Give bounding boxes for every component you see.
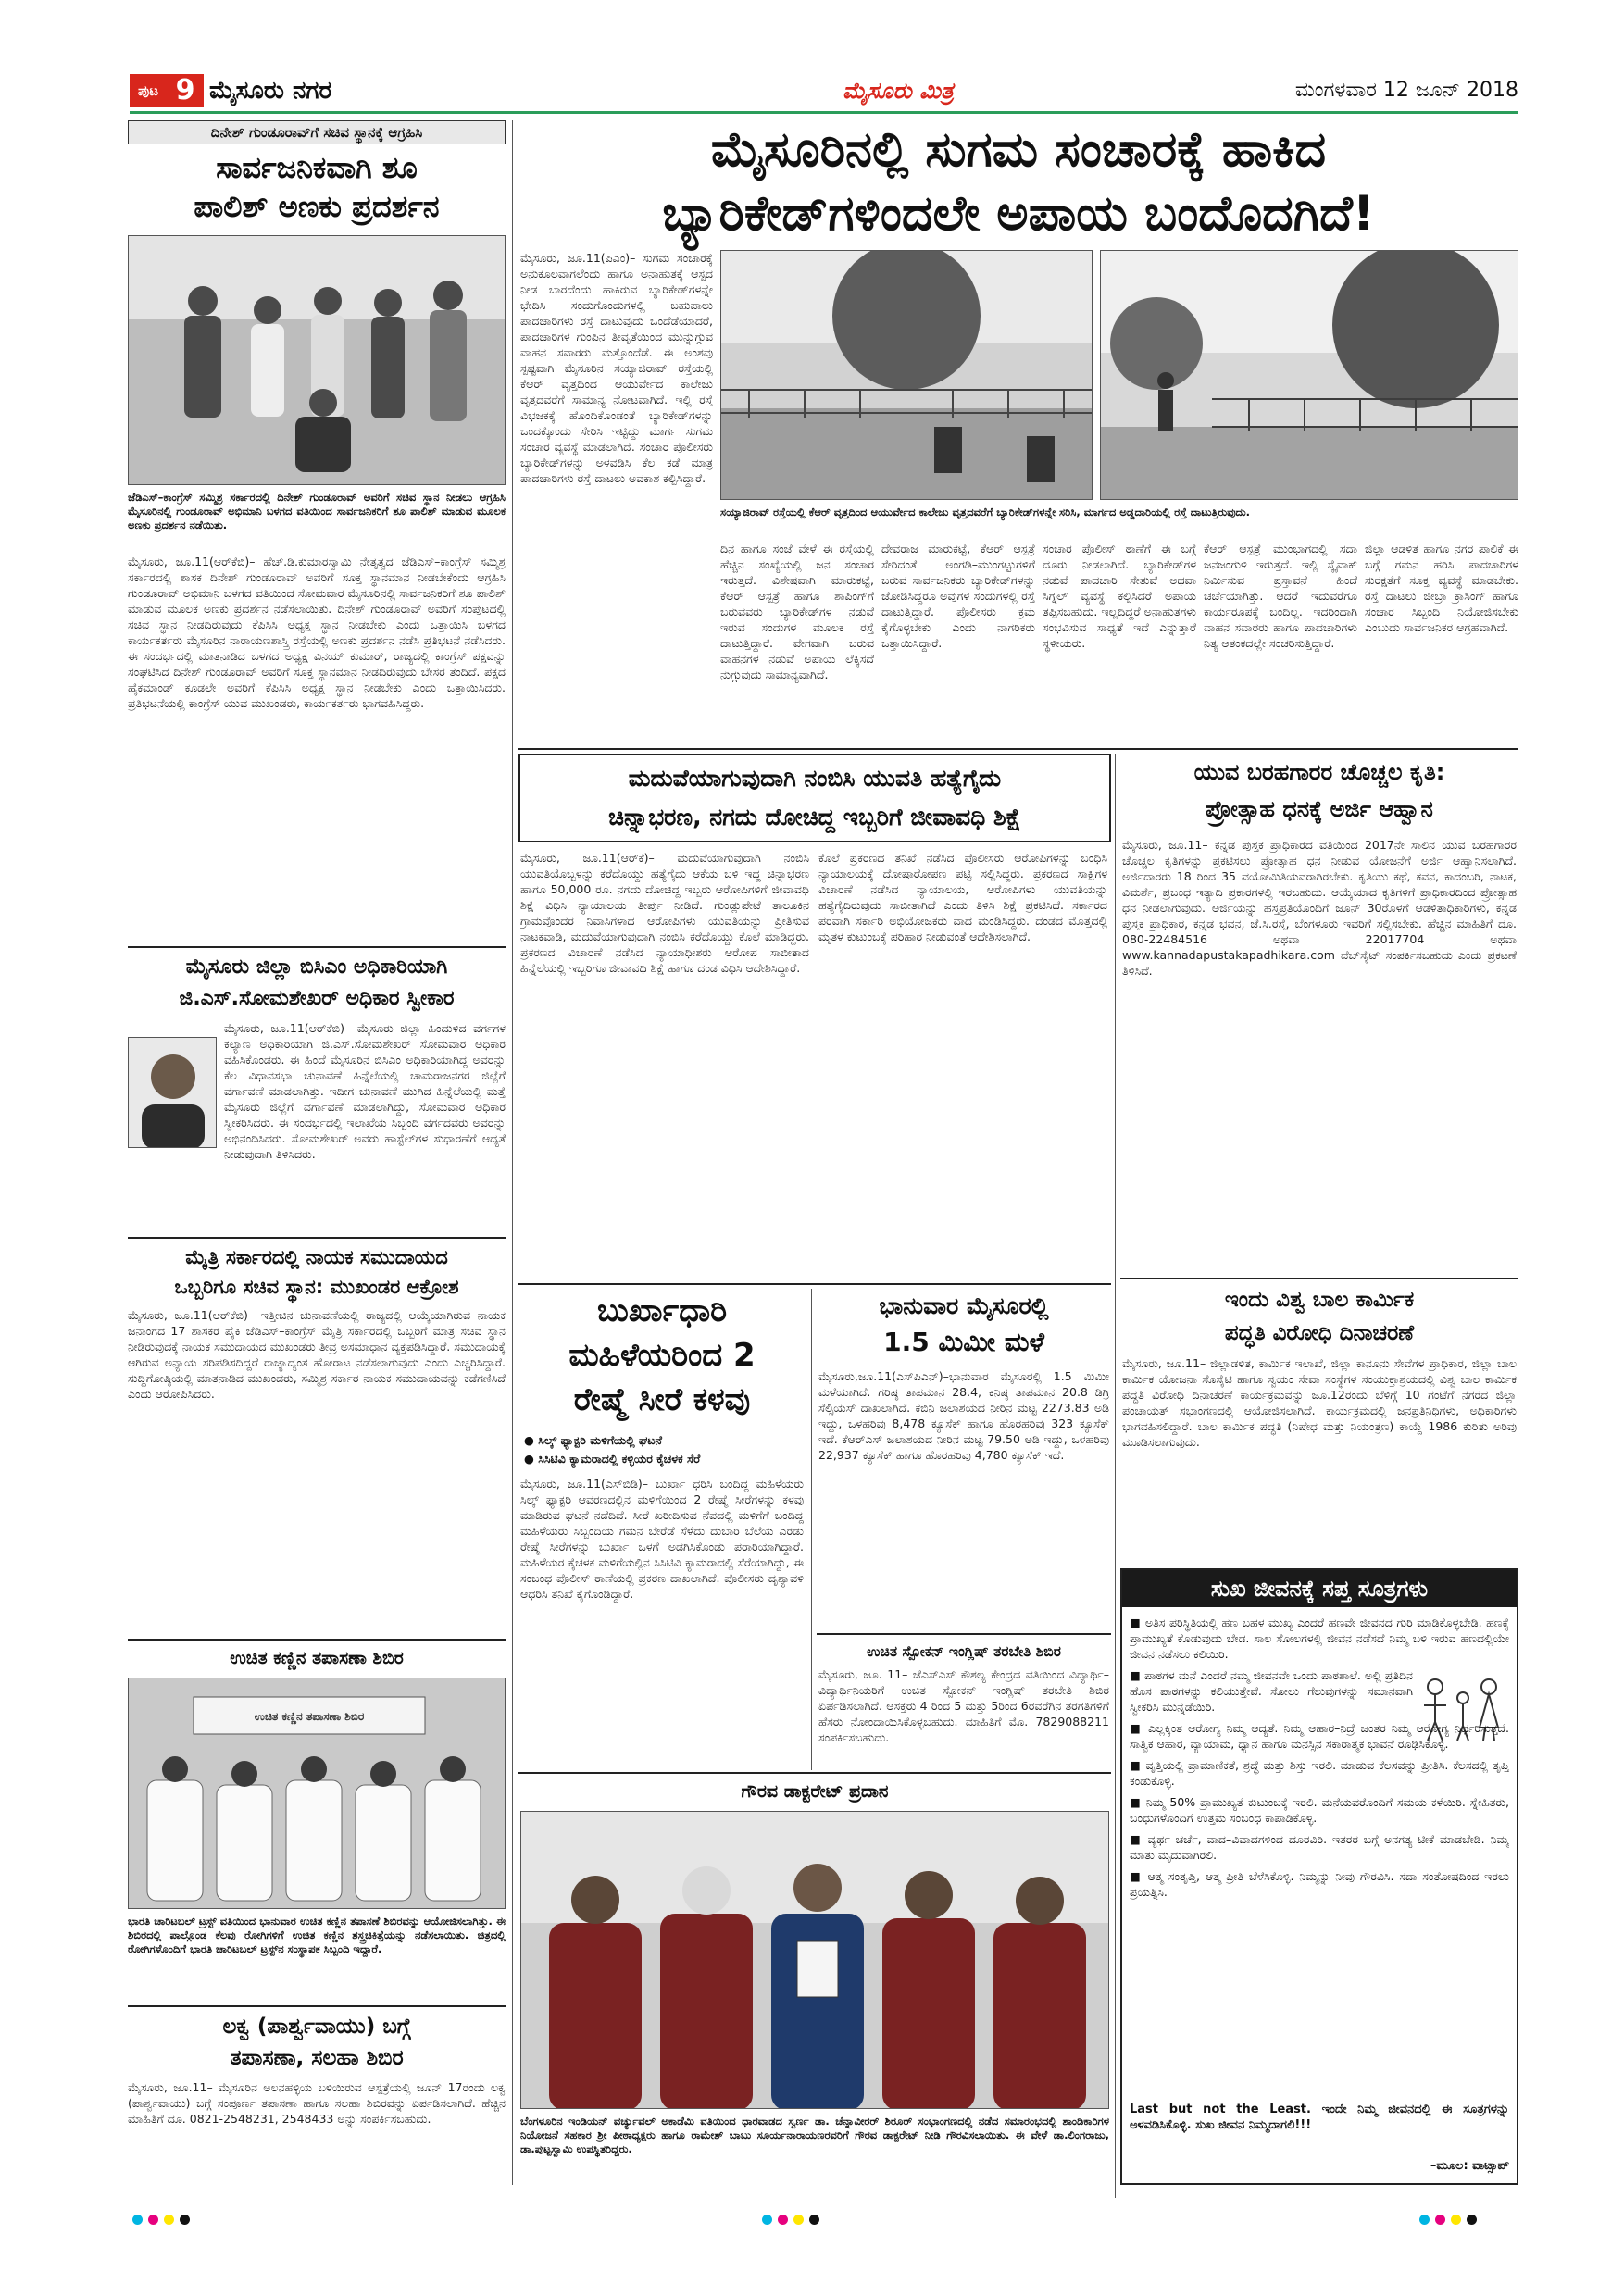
happy-life-source: –ಮೂಲ: ವಾಟ್ಸಾಪ್ — [1430, 2159, 1509, 2173]
youth-writers-body: ಮೈಸೂರು, ಜೂ.11– ಕನ್ನಡ ಪುಸ್ತಕ ಪ್ರಾಧಿಕಾರದ ವತಿಯಿಂದ 2017ನೇ ಸಾಲಿನ ಯುವ ಬರಹಗಾರರ ಚೊಚ್ಚಲ ಕೃತಿಗಳನ್ನು ಪ್ರಕಟಿಸಲು ಪ್ರೋತ್ಸಾಹ ಧನ ನೀಡುವ ಯೋಜನೆಗೆ ಅರ್ಜಿ ಆಹ್ವಾನಿಸಲಾಗಿದೆ. ಅರ್ಜಿದಾರರು 18 ರಿಂದ 35 ವಯೋಮಿತಿಯವರಾಗಿರಬೇಕು. ಕೃತಿಯು ಕಥೆ, ಕವನ, ಕಾದಂಬರಿ, ನಾಟಕ, ವಿಮರ್ಶೆ, ಪ್ರಬಂಧ ಇತ್ಯಾದಿ ಪ್ರಕಾರಗಳಲ್ಲಿ ಇರಬಹುದು. ಆಯ್ಕೆಯಾದ ಕೃತಿಗಳಿಗೆ ಪ್ರಾಧಿಕಾರದಿಂದ ಪ್ರೋತ್ಸಾಹ ಧನ ನೀಡಲಾಗುವುದು. ಅರ್ಜಿಯನ್ನು ಹಸ್ತಪ್ರತಿಯೊಂದಿಗೆ ಜೂನ್ 30ರೊಳಗೆ ಆಡಳಿತಾಧಿಕಾರಿಗಳು, ಕನ್ನಡ ಪುಸ್ತಕ ಪ್ರಾಧಿಕಾರ, ಕನ್ನಡ ಭವನ, ಜೆ.ಸಿ.ರಸ್ತೆ, ಬೆಂಗಳೂರು ಇವರಿಗೆ ಸಲ್ಲಿಸಬೇಕು. ಹೆಚ್ಚಿನ ಮಾಹಿತಿಗೆ ದೂ. 080-22484516 ಅಥವಾ 22017704 ಅಥವಾ www.kannadapustakapadhikara.com ವೆಬ್‌ಸೈಟ್ ಸಂಪರ್ಕಿಸಬಹುದು ಎಂದು ಪ್ರಕಟಣೆ ತಿಳಿಸಿದೆ. — [1122, 838, 1517, 978]
main-photo-left — [720, 250, 1093, 500]
list-item: ■ ಅತಿಸ ಪರಿಸ್ಥಿತಿಯಲ್ಲಿ ಹಣ ಬಹಳ ಮುಖ್ಯ ಎಂದರೆ ಹಣವೇ ಜೀವನದ ಗುರಿ ಮಾಡಿಕೊಳ್ಳಬೇಡಿ. ಹಣಕ್ಕೆ ಪ್ರಾಮುಖ್ಯತೆ ಕೊಡುವುದು ಬೇಡ. ಸಾಲ ಸೋಲಗಳಲ್ಲಿ ಜೀವನ ನಡೆಸದೆ ನಿಮ್ಮ ಬಳಿ ಇರುವ ಹಣದಲ್ಲಿಯೇ ಜೀವನ ನಡೆಸಲು ಕಲಿಯಿರಿ. — [1130, 1616, 1509, 1661]
shoe-polish-body: ಮೈಸೂರು, ಜೂ.11(ಆರ್‌ಕೆಬಿ)– ಹೆಚ್.ಡಿ.ಕುಮಾರಸ್ವಾಮಿ ನೇತೃತ್ವದ ಜೆಡಿಎಸ್–ಕಾಂಗ್ರೆಸ್ ಸಮ್ಮಿಶ್ರ ಸರ್ಕಾರದಲ್ಲಿ ಶಾಸಕ ದಿನೇಶ್ ಗುಂಡೂರಾವ್ ಅವರಿಗೆ ಸೂಕ್ತ ಸ್ಥಾನಮಾನ ನೀಡಬೇಕೆಂದು ಆಗ್ರಹಿಸಿ ಗುಂಡೂರಾವ್ ಅಭಿಮಾನಿ ಬಳಗದ ವತಿಯಿಂದ ಸೋಮವಾರ ಮೈಸೂರಿನಲ್ಲಿ ಸಾರ್ವಜನಿಕರಿಗೆ ಶೂ ಪಾಲಿಶ್ ಮಾಡುವ ಮೂಲಕ ಅಣಕು ಪ್ರದರ್ಶನ ನಡೆಸಲಾಯಿತು. ದಿನೇಶ್ ಗುಂಡೂರಾವ್ ಅವರಿಗೆ ಸಂಪುಟದಲ್ಲಿ ಸಚಿವ ಸ್ಥಾನ ನೀಡದಿರುವುದು ಕೆಪಿಸಿಸಿ ಅಧ್ಯಕ್ಷ ಸ್ಥಾನ ನೀಡಬೇಕು ಎಂದು ಒತ್ತಾಯಿಸಿ ಬಳಗದ ಕಾರ್ಯಕರ್ತರು ಮೈಸೂರಿನ ನಾರಾಯಣಶಾಸ್ತ್ರಿ ರಸ್ತೆಯಲ್ಲಿ ಅಣಕು ಪ್ರದರ್ಶನ ನಡೆಸಿ ಪ್ರತಿಭಟನೆ ನಡೆಸಿದರು. ಈ ಸಂದರ್ಭದಲ್ಲಿ ಮಾತನಾಡಿದ ಬಳಗದ ಅಧ್ಯಕ್ಷ ವಿನಯ್ ಕುಮಾರ್, ರಾಜ್ಯದಲ್ಲಿ ಕಾಂಗ್ರೆಸ್ ಪಕ್ಷವನ್ನು ಸಂಘಟಿಸಿದ ದಿನೇಶ್ ಗುಂಡೂರಾವ್ ಅವರಿಗೆ ಸೂಕ್ತ ಸ್ಥಾನಮಾನ ನೀಡದಿರುವುದು ಬೇಸರ ತಂದಿದೆ. ಪಕ್ಷದ ಹೈಕಮಾಂಡ್ ಕೂಡಲೇ ಅವರಿಗೆ ಕೆಪಿಸಿಸಿ ಅಧ್ಯಕ್ಷ ಸ್ಥಾನ ನೀಡಬೇಕು ಎಂದು ಒತ್ತಾಯಿಸಿದರು. ಪ್ರತಿಭಟನೆಯಲ್ಲಿ ಕಾಂಗ್ರೆಸ್ ಯುವ ಮುಖಂಡರು, ಕಾರ್ಯಕರ್ತರು ಭಾಗವಹಿಸಿದ್ದರು. — [128, 555, 506, 710]
english-body: ಮೈಸೂರು, ಜೂ. 11– ಜೆಎಸ್‌ಎಸ್ ಕೌಶಲ್ಯ ಕೇಂದ್ರದ ವತಿಯಿಂದ ವಿದ್ಯಾರ್ಥಿ–ವಿದ್ಯಾರ್ಥಿನಿಯರಿಗೆ ಉಚಿತ ಸ್ಪೋಕನ್ ಇಂಗ್ಲಿಷ್ ತರಬೇತಿ ಶಿಬಿರ ಏರ್ಪಡಿಸಲಾಗಿದೆ. ಆಸಕ್ತರು 4 ರಿಂದ 5 ಮತ್ತು 5ರಿಂದ 6ರವರೆಗಿನ ತರಗತಿಗಳಿಗೆ ಹೆಸರು ನೋಂದಾಯಿಸಿಕೊಳ್ಳಬಹುದು. ಮಾಹಿತಿಗೆ ಮೊ. 7829088211 ಸಂಪರ್ಕಿಸಬಹುದು. — [818, 1667, 1109, 1744]
burkha-bullet-2: ● ಸಿಸಿಟಿವಿ ಕ್ಯಾಮರಾದಲ್ಲಿ ಕಳ್ಳಿಯರ ಕೈಚಳಕ ಸೆರೆ — [524, 1452, 701, 1466]
masthead — [130, 72, 1518, 111]
dot — [180, 2215, 190, 2225]
section-rule — [518, 748, 1518, 750]
shoe-polish-photo — [128, 235, 506, 485]
left-column — [128, 120, 506, 2185]
masthead-date: ಮಂಗಳವಾರ 12 ಜೂನ್ 2018 — [1294, 79, 1518, 102]
main-body-col4: ಕೆಆರ್ ಆಸ್ಪತ್ರೆ ಮುಂಭಾಗದಲ್ಲಿ ಸದಾ ಜನಜಂಗುಳಿ ಇರುತ್ತದೆ. ಇಲ್ಲಿ ಸ್ಕೈವಾಕ್ ನಿರ್ಮಿಸುವ ಪ್ರಸ್ತಾವನೆ ಹಿಂದೆ ಚರ್ಚೆಯಾಗಿತ್ತು. ಆದರೆ ಇದುವರೆಗೂ ಕಾರ್ಯರೂಪಕ್ಕೆ ಬಂದಿಲ್ಲ. ಇದರಿಂದಾಗಿ ವಾಹನ ಸವಾರರು ಹಾಗೂ ಪಾದಚಾರಿಗಳು ನಿತ್ಯ ಆತಂಕದಲ್ಲೇ ಸಂಚರಿಸುತ್ತಿದ್ದಾರೆ. — [1204, 542, 1357, 650]
happy-life-closing: Last but not the Least. ಇಂದೇ ನಿಮ್ಮ ಜೀವನದಲ್ಲಿ ಈ ಸೂತ್ರಗಳನ್ನು ಅಳವಡಿಸಿಕೊಳ್ಳಿ. ಸುಖ ಜೀವನ ನಿಮ್ಮದಾಗಲಿ!!! — [1130, 2103, 1509, 2132]
stroke-camp-headline-1: ಲಕ್ವ (ಪಾರ್ಶ್ವವಾಯು) ಬಗ್ಗೆ — [222, 2015, 411, 2039]
main-headline-2: ಬ್ಯಾರಿಕೇಡ್‌ಗಳಿಂದಲೇ ಅಪಾಯ ಬಂದೊದಗಿದೆ! — [662, 186, 1375, 242]
english-headline: ಉಚಿತ ಸ್ಪೋಕನ್ ಇಂಗ್ಲಿಷ್ ತರಬೇತಿ ಶಿಬಿರ — [867, 1643, 1061, 1660]
doctorate-caption: ಬೆಂಗಳೂರಿನ ಇಂಡಿಯನ್ ವರ್ಚ್ಯುವಲ್ ಅಕಾಡೆಮಿ ವತಿಯಿಂದ ಧಾರವಾಡದ ಸ್ವರ್ಣ ಡಾ. ಚೆನ್ನಾವೀರರ್ ಶಿರೂರ್ ಸಂಭಾಂಗಣದಲ್ಲಿ ನಡೆದ ಸಮಾರಂಭದಲ್ಲಿ ಶಾಂಡಿಕಾರಿಗಳ ನಿಯೋಜನೆ ಸಹಕಾರ ಶ್ರೀ ಪೀಠಾಧ್ಯಕ್ಷರು ಹಾಗೂ ರಾಮೇಶ್ ಬಾಬು ಸೂರ್ಯನಾರಾಯಣರವರಿಗೆ ಗೌರವ ಡಾಕ್ಟರೇಟ್ ನೀಡಿ ಗೌರವಿಸಲಾಯಿತು. ಈ ವೇಳೆ ಡಾ.ಲಿಂಗರಾಜು, ಡಾ.ಪುಟ್ಟಸ್ವಾಮಿ ಉಪಸ್ಥಿತರಿದ್ದರು. — [520, 2115, 1109, 2155]
column-rule — [1115, 754, 1116, 2198]
dot — [778, 2215, 788, 2225]
section-rule — [518, 1772, 1111, 1774]
youth-writers-headline-box — [1120, 754, 1518, 831]
dot — [793, 2215, 804, 2225]
dot — [1419, 2215, 1430, 2225]
column-rule — [512, 120, 513, 2185]
divider — [817, 1633, 1111, 1635]
child-labour-headline-1: ಇಂದು ವಿಶ್ವ ಬಾಲ ಕಾರ್ಮಿಕ — [1224, 1288, 1415, 1312]
murder-headline-1: ಮದುವೆಯಾಗುವುದಾಗಿ ನಂಬಿಸಿ ಯುವತಿ ಹತ್ಯೆಗೈದು — [628, 765, 1002, 792]
dot — [1451, 2215, 1461, 2225]
bcm-headline-2: ಜಿ.ಎಸ್.ಸೋಮಶೇಖರ್ ಅಧಿಕಾರ ಸ್ವೀಕಾರ — [179, 987, 455, 1010]
dot — [132, 2215, 143, 2225]
happy-life-box — [1120, 1568, 1518, 2185]
nayaka-body: ಮೈಸೂರು, ಜೂ.11(ಆರ್‌ಕೆಬಿ)– ಇತ್ತೀಚಿನ ಚುನಾವಣೆಯಲ್ಲಿ ರಾಜ್ಯದಲ್ಲಿ ಆಯ್ಕೆಯಾಗಿರುವ ನಾಯಕ ಜನಾಂಗದ 17 ಶಾಸಕರ ಪೈಕಿ ಜೆಡಿಎಸ್–ಕಾಂಗ್ರೆಸ್ ಮೈತ್ರಿ ಸರ್ಕಾರದಲ್ಲಿ ಒಬ್ಬರಿಗೆ ಮಾತ್ರ ಸಚಿವ ಸ್ಥಾನ ನೀಡಿರುವುದಕ್ಕೆ ನಾಯಕ ಸಮುದಾಯದ ಮುಖಂಡರು ತೀವ್ರ ಅಸಮಾಧಾನ ವ್ಯಕ್ತಪಡಿಸಿದ್ದಾರೆ. ಸಮುದಾಯಕ್ಕೆ ಆಗಿರುವ ಅನ್ಯಾಯ ಸರಿಪಡಿಸದಿದ್ದರೆ ರಾಜ್ಯಾದ್ಯಂತ ಹೋರಾಟ ನಡೆಸಲಾಗುವುದು ಎಂದು ಎಚ್ಚರಿಸಿದ್ದಾರೆ. ಸುದ್ದಿಗೋಷ್ಠಿಯಲ್ಲಿ ಮಾತನಾಡಿದ ಮುಖಂಡರು, ಸಮ್ಮಿಶ್ರ ಸರ್ಕಾರ ನಾಯಕ ಸಮುದಾಯವನ್ನು ಕಡೆಗಣಿಸಿದೆ ಎಂದು ಆರೋಪಿಸಿದರು. — [128, 1308, 506, 1401]
divider — [128, 946, 506, 948]
list-item: ■ ಆತ್ಮ ಸಂತೃಪ್ತಿ, ಆತ್ಮ ಪ್ರೀತಿ ಬೆಳೆಸಿಕೊಳ್ಳಿ. ನಿಮ್ಮನ್ನು ನೀವು ಗೌರವಿಸಿ. ಸದಾ ಸಂತೋಷದಿಂದ ಇರಲು ಪ್ರಯತ್ನಿಸಿ. — [1130, 1869, 1509, 1899]
shoe-polish-photo-art — [129, 236, 506, 485]
dot — [1435, 2215, 1445, 2225]
dot — [762, 2215, 772, 2225]
shoe-polish-kicker: ದಿನೇಶ್ ಗುಂಡೂರಾವ್‌ಗೆ ಸಚಿವ ಸ್ಥಾನಕ್ಕೆ ಆಗ್ರಹಿಸಿ — [128, 120, 506, 144]
rain-headline-1: ಭಾನುವಾರ ಮೈಸೂರಲ್ಲಿ — [879, 1292, 1049, 1319]
list-item: ■ ಪಾಠಗಳ ಮನೆ ಎಂದರೆ ನಮ್ಮ ಜೀವನವೇ ಒಂದು ಪಾಠಶಾಲೆ. ಅಲ್ಲಿ ಪ್ರತಿದಿನ ಹೊಸ ಪಾಠಗಳನ್ನು ಕಲಿಯುತ್ತೇವೆ. ಸೋಲು ಗೆಲುವುಗಳನ್ನು ಸಮಾನವಾಗಿ ಸ್ವೀಕರಿಸಿ ಮುನ್ನಡೆಯಿರಿ. — [1130, 1668, 1413, 1714]
burkha-headline-2: ಮಹಿಳೆಯರಿಂದ 2 — [568, 1337, 756, 1374]
section-name: ಮೈಸೂರು ನಗರ — [209, 77, 332, 105]
main-body-col1: ದಿನ ಹಾಗೂ ಸಂಜೆ ವೇಳೆ ಈ ರಸ್ತೆಯಲ್ಲಿ ಹೆಚ್ಚಿನ ಸಂಖ್ಯೆಯಲ್ಲಿ ಜನ ಸಂಚಾರ ಇರುತ್ತದೆ. ವಿಶೇಷವಾಗಿ ಮಾರುಕಟ್ಟೆ, ಕೆಆರ್ ಆಸ್ಪತ್ರೆ ಹಾಗೂ ಶಾಪಿಂಗ್‌ಗೆ ಬರುವವರು ಬ್ಯಾರಿಕೇಡ್‌ಗಳ ನಡುವೆ ಇರುವ ಸಂದುಗಳ ಮೂಲಕ ರಸ್ತೆ ದಾಟುತ್ತಿದ್ದಾರೆ. ವೇಗವಾಗಿ ಬರುವ ವಾಹನಗಳ ನಡುವೆ ಅಪಾಯ ಲೆಕ್ಕಿಸದೆ ನುಗ್ಗುವುದು ಸಾಮಾನ್ಯವಾಗಿದೆ. — [720, 542, 874, 681]
registration-dots-left — [130, 2211, 241, 2224]
shoe-polish-headline-1: ಸಾರ್ವಜನಿಕವಾಗಿ ಶೂ — [216, 150, 418, 185]
divider — [128, 2005, 506, 2007]
murder-body-col2: ಕೊಲೆ ಪ್ರಕರಣದ ತನಿಖೆ ನಡೆಸಿದ ಪೊಲೀಸರು ಆರೋಪಿಗಳನ್ನು ಬಂಧಿಸಿ ನ್ಯಾಯಾಲಯಕ್ಕೆ ದೋಷಾರೋಪಣ ಪಟ್ಟಿ ಸಲ್ಲಿಸಿದ್ದರು. ಪ್ರಕರಣದ ಸಾಕ್ಷಿಗಳ ವಿಚಾರಣೆ ನಡೆಸಿದ ನ್ಯಾಯಾಲಯ, ಆರೋಪಿಗಳು ಯುವತಿಯನ್ನು ಹತ್ಯೆಗೈದಿರುವುದು ಸಾಬೀತಾಗಿದೆ ಎಂದು ತಿಳಿಸಿ ಶಿಕ್ಷೆ ಪ್ರಕಟಿಸಿದೆ. ಸರ್ಕಾರದ ಪರವಾಗಿ ಸರ್ಕಾರಿ ಅಭಿಯೋಜಕರು ವಾದ ಮಂಡಿಸಿದ್ದರು. ದಂಡದ ಮೊತ್ತದಲ್ಲಿ ಮೃತಳ ಕುಟುಂಬಕ್ಕೆ ಪರಿಹಾರ ನೀಡುವಂತೆ ಆದೇಶಿಸಲಾಗಿದೆ. — [818, 851, 1107, 943]
divider — [128, 1237, 506, 1239]
page-number: 9 — [167, 74, 204, 107]
doctorate-headline: ಗೌರವ ಡಾಕ್ಟರೇಟ್ ಪ್ರದಾನ — [741, 1781, 889, 1802]
nayaka-headline-1: ಮೈತ್ರಿ ಸರ್ಕಾರದಲ್ಲಿ ನಾಯಕ ಸಮುದಾಯದ — [185, 1246, 448, 1268]
main-body-col5: ಜಿಲ್ಲಾ ಆಡಳಿತ ಹಾಗೂ ನಗರ ಪಾಲಿಕೆ ಈ ಬಗ್ಗೆ ಗಮನ ಹರಿಸಿ ಪಾದಚಾರಿಗಳ ಸುರಕ್ಷತೆಗೆ ಸೂಕ್ತ ವ್ಯವಸ್ಥೆ ಮಾಡಬೇಕು. ರಸ್ತೆ ದಾಟಲು ಜೀಬ್ರಾ ಕ್ರಾಸಿಂಗ್ ಹಾಗೂ ಸಂಚಾರ ಸಿಬ್ಬಂದಿ ನಿಯೋಜಿಸಬೇಕು ಎಂಬುದು ಸಾರ್ವಜನಿಕರ ಆಗ್ರಹವಾಗಿದೆ. — [1365, 542, 1518, 634]
burkha-bullet-1: ● ಸಿಲ್ಕ್ ಫ್ಯಾಕ್ಟರಿ ಮಳಿಗೆಯಲ್ಲಿ ಘಟನೆ — [524, 1433, 662, 1447]
main-headline-1: ಮೈಸೂರಿನಲ್ಲಿ ಸುಗಮ ಸಂಚಾರಕ್ಕೆ ಹಾಕಿದ — [710, 122, 1327, 178]
divider — [128, 1639, 506, 1641]
dot — [809, 2215, 819, 2225]
youth-writers-headline-1: ಯುವ ಬರಹಗಾರರ ಚೊಚ್ಚಲ ಕೃತಿ: — [1193, 759, 1445, 785]
murder-headline-2: ಚಿನ್ನಾಭರಣ, ನಗದು ದೋಚಿದ್ದ ಇಬ್ಬರಿಗೆ ಜೀವಾವಧಿ ಶಿಕ್ಷೆ — [608, 804, 1021, 830]
eye-camp-photo — [128, 1678, 506, 1909]
list-item: ■ ನಿಮ್ಮ 50% ಪ್ರಾಮುಖ್ಯತೆ ಕುಟುಂಬಕ್ಕೆ ಇರಲಿ. ಮನೆಯವರೊಂದಿಗೆ ಸಮಯ ಕಳೆಯಿರಿ. ಸ್ನೇಹಿತರು, ಬಂಧುಗಳೊಂದಿಗೆ ಉತ್ತಮ ಸಂಬಂಧ ಕಾಪಾಡಿಕೊಳ್ಳಿ. — [1130, 1795, 1509, 1825]
dot — [1467, 2215, 1477, 2225]
column-rule — [811, 1289, 812, 1770]
bcm-headline-1: ಮೈಸೂರು ಜಿಲ್ಲಾ ಬಿಸಿಎಂ ಅಧಿಕಾರಿಯಾಗಿ — [185, 955, 448, 979]
registration-dots-center — [759, 2211, 870, 2224]
shoe-polish-headline-2: ಪಾಲಿಶ್ ಅಣಕು ಪ್ರದರ್ಶನ — [194, 189, 440, 224]
doctorate-photo — [520, 1811, 1109, 2109]
main-photo-caption: ಸಯ್ಯಾಜಿರಾವ್ ರಸ್ತೆಯಲ್ಲಿ ಕೆಆರ್ ವೃತ್ತದಿಂದ ಆಯುರ್ವೇದ ಕಾಲೇಜು ವೃತ್ತದವರೆಗೆ ಬ್ಯಾರಿಕೇಡ್‌ಗಳನ್ನೇ ಸರಿಸಿ, ಮಾರ್ಗದ ಅಡ್ಡದಾರಿಯಲ್ಲಿ ರಸ್ತೆ ದಾಟುತ್ತಿರುವುದು. — [720, 505, 1251, 518]
main-body-col2: ದೇವರಾಜ ಮಾರುಕಟ್ಟೆ, ಕೆಆರ್ ಆಸ್ಪತ್ರೆ ಸೇರಿದಂತೆ ಅಂಗಡಿ–ಮುಂಗಟ್ಟುಗಳಿಗೆ ಬರುವ ಸಾರ್ವಜನಿಕರು ಬ್ಯಾರಿಕೇಡ್‌ಗಳನ್ನು ಜೋಡಿಸಿದ್ದರೂ ಅವುಗಳ ಸಂದುಗಳಲ್ಲಿ ರಸ್ತೆ ದಾಟುತ್ತಿದ್ದಾರೆ. ಪೊಲೀಸರು ಕ್ರಮ ಕೈಗೊಳ್ಳಬೇಕು ಎಂದು ನಾಗರಿಕರು ಒತ್ತಾಯಿಸಿದ್ದಾರೆ. — [881, 542, 1035, 650]
eye-camp-caption: ಭಾರತಿ ಚಾರಿಟಬಲ್ ಟ್ರಸ್ಟ್ ವತಿಯಿಂದ ಭಾನುವಾರ ಉಚಿತ ಕಣ್ಣಿನ ತಪಾಸಣೆ ಶಿಬಿರವನ್ನು ಆಯೋಜಿಸಲಾಗಿತ್ತು. ಈ ಶಿಬಿರದಲ್ಲಿ ಪಾಲ್ಗೊಂಡ ಕೆಲವು ರೋಗಿಗಳಿಗೆ ಉಚಿತ ಕಣ್ಣಿನ ಶಸ್ತ್ರಚಿಕಿತ್ಸೆಯನ್ನು ನಡೆಸಲಾಯಿತು. ಚಿತ್ರದಲ್ಲಿ ರೋಗಿಗಳೊಂದಿಗೆ ಭಾರತಿ ಚಾರಿಟಬಲ್ ಟ್ರಸ್ಟ್‌ನ ಸಂಸ್ಥಾಪಕ ಸಿಬ್ಬಂದಿ ಇದ್ದಾರೆ. — [128, 1915, 506, 1955]
burkha-headline-1: ಬುರ್ಖಾಧಾರಿ — [596, 1292, 728, 1329]
stroke-camp-body: ಮೈಸೂರು, ಜೂ.11– ಮೈಸೂರಿನ ಅಲನಹಳ್ಳಿಯ ಬಳಿಯಿರುವ ಆಸ್ಪತ್ರೆಯಲ್ಲಿ ಜೂನ್ 17ರಂದು ಲಕ್ವ (ಪಾರ್ಶ್ವವಾಯು) ಬಗ್ಗೆ ಸಂಪೂರ್ಣ ತಪಾಸಣಾ ಹಾಗೂ ಸಲಹಾ ಶಿಬಿರವನ್ನು ಏರ್ಪಡಿಸಲಾಗಿದೆ. ಹೆಚ್ಚಿನ ಮಾಹಿತಿಗೆ ದೂ. 0821-2548231, 2548433 ಅನ್ನು ಸಂಪರ್ಕಿಸಬಹುದು. — [128, 2080, 506, 2126]
list-item: ■ ಎಲ್ಲಕ್ಕಿಂತ ಆರೋಗ್ಯ ನಿಮ್ಮ ಆದ್ಯತೆ. ನಿಮ್ಮ ಆಹಾರ–ನಿದ್ರೆ ಜಂತರ ನಿಮ್ಮ ಆರೋಗ್ಯ ನಿರ್ಧರಿಸುತ್ತದೆ. ಸಾತ್ವಿಕ ಆಹಾರ, ವ್ಯಾಯಾಮ, ಧ್ಯಾನ ಹಾಗೂ ಮನಸ್ಸಿನ ಸಕಾರಾತ್ಮಕ ಭಾವನೆ ರೂಢಿಸಿಕೊಳ್ಳಿ. — [1130, 1721, 1509, 1751]
eye-camp-banner-text: ಉಚಿತ ಕಣ್ಣಿನ ತಪಾಸಣಾ ಶಿಬಿರ — [254, 1710, 365, 1723]
murder-headline-box — [518, 754, 1111, 842]
nayaka-headline-2: ಒಬ್ಬರಿಗೂ ಸಚಿವ ಸ್ಥಾನ: ಮುಖಂಡರ ಆಕ್ರೋಶ — [174, 1276, 459, 1298]
list-item: ■ ವ್ಯರ್ಥ ಚರ್ಚೆ, ವಾದ–ವಿವಾದಗಳಿಂದ ದೂರವಿರಿ. ಇತರರ ಬಗ್ಗೆ ಅನಗತ್ಯ ಟೀಕೆ ಮಾಡಬೇಡಿ. ನಿಮ್ಮ ಮಾತು ಮೃದುವಾಗಿರಲಿ. — [1130, 1832, 1509, 1862]
happy-life-headline: ಸುಖ ಜೀವನಕ್ಕೆ ಸಪ್ತ ಸೂತ್ರಗಳು — [1122, 1570, 1517, 1607]
dot — [164, 2215, 174, 2225]
main-body-col3: ಸಂಚಾರ ಪೊಲೀಸ್ ಠಾಣೆಗೆ ಈ ಬಗ್ಗೆ ದೂರು ನೀಡಲಾಗಿದೆ. ಬ್ಯಾರಿಕೇಡ್‌ಗಳ ನಡುವೆ ಪಾದಚಾರಿ ಸೇತುವೆ ಅಥವಾ ಸಿಗ್ನಲ್ ವ್ಯವಸ್ಥೆ ಕಲ್ಪಿಸಿದರೆ ಅಪಾಯ ತಪ್ಪಿಸಬಹುದು. ಇಲ್ಲದಿದ್ದರೆ ಅನಾಹುತಗಳು ಸಂಭವಿಸುವ ಸಾಧ್ಯತೆ ಇದೆ ಎನ್ನುತ್ತಾರೆ ಸ್ಥಳೀಯರು. — [1043, 542, 1196, 650]
barricade-road-photo — [721, 251, 1093, 500]
dot — [148, 2215, 158, 2225]
main-photo-right — [1100, 250, 1518, 500]
doctorate-photo-art — [521, 1812, 1109, 2109]
bcm-body: ಮೈಸೂರು, ಜೂ.11(ಆರ್‌ಕೆಬಿ)– ಮೈಸೂರು ಜಿಲ್ಲಾ ಹಿಂದುಳಿದ ವರ್ಗಗಳ ಕಲ್ಯಾಣ ಅಧಿಕಾರಿಯಾಗಿ ಜಿ.ಎಸ್.ಸೋಮಶೇಖರ್ ಸೋಮವಾರ ಅಧಿಕಾರ ವಹಿಸಿಕೊಂಡರು. ಈ ಹಿಂದೆ ಮೈಸೂರಿನ ಬಿಸಿಎಂ ಅಧಿಕಾರಿಯಾಗಿದ್ದ ಅವರನ್ನು ಕೆಲ ವಿಧಾನಸಭಾ ಚುನಾವಣೆ ಹಿನ್ನೆಲೆಯಲ್ಲಿ ಚಾಮರಾಜನಗರ ಜಿಲ್ಲೆಗೆ ವರ್ಗಾವಣೆ ಮಾಡಲಾಗಿತ್ತು. ಇದೀಗ ಚುನಾವಣೆ ಮುಗಿದ ಹಿನ್ನೆಲೆಯಲ್ಲಿ ಮತ್ತೆ ಮೈಸೂರು ಜಿಲ್ಲೆಗೆ ವರ್ಗಾವಣೆ ಮಾಡಲಾಗಿದ್ದು, ಸೋಮವಾರ ಅಧಿಕಾರ ಸ್ವೀಕರಿಸಿದರು. ಈ ಸಂದರ್ಭದಲ್ಲಿ ಇಲಾಖೆಯ ಸಿಬ್ಬಂದಿ ವರ್ಗದವರು ಅವರನ್ನು ಅಭಿನಂದಿಸಿದರು. ಸೋಮಶೇಖರ್ ಅವರು ಹಾಸ್ಟೆಲ್‌ಗಳ ಸುಧಾರಣೆಗೆ ಆದ್ಯತೆ ನೀಡುವುದಾಗಿ ತಿಳಿಸಿದರು. — [224, 1021, 506, 1161]
masthead-logo: ಮೈಸೂರು ಮಿತ್ರ — [843, 78, 954, 104]
murder-body-col1: ಮೈಸೂರು, ಜೂ.11(ಆರ್‌ಕೆ)– ಮದುವೆಯಾಗುವುದಾಗಿ ನಂಬಿಸಿ ಯುವತಿಯೊಬ್ಬಳನ್ನು ಕರೆದೊಯ್ದು ಹತ್ಯೆಗೈದು ಆಕೆಯ ಬಳಿ ಇದ್ದ ಚಿನ್ನಾಭರಣ ಹಾಗೂ 50,000 ರೂ. ನಗದು ದೋಚಿದ್ದ ಇಬ್ಬರು ಆರೋಪಿಗಳಿಗೆ ಜೀವಾವಧಿ ಶಿಕ್ಷೆ ವಿಧಿಸಿ ನ್ಯಾಯಾಲಯ ತೀರ್ಪು ನೀಡಿದೆ. ಗುಂಡ್ಲುಪೇಟೆ ತಾಲೂಕಿನ ಗ್ರಾಮವೊಂದರ ನಿವಾಸಿಗಳಾದ ಆರೋಪಿಗಳು ಯುವತಿಯನ್ನು ಪ್ರೀತಿಸುವ ನಾಟಕವಾಡಿ, ಮದುವೆಯಾಗುವುದಾಗಿ ನಂಬಿಸಿ ಕರೆದೊಯ್ದು ಕೊಲೆ ಮಾಡಿದ್ದರು. ಪ್ರಕರಣದ ವಿಚಾರಣೆ ನಡೆಸಿದ ನ್ಯಾಯಾಧೀಶರು ಆರೋಪ ಸಾಬೀತಾದ ಹಿನ್ನೆಲೆಯಲ್ಲಿ ಇಬ್ಬರಿಗೂ ಜೀವಾವಧಿ ಶಿಕ್ಷೆ ಹಾಗೂ ದಂಡ ವಿಧಿಸಿ ಆದೇಶಿಸಿದ್ದಾರೆ. — [520, 851, 809, 975]
burkha-body: ಮೈಸೂರು, ಜೂ.11(ಎಸ್‌ಬಿಡಿ)– ಬುರ್ಖಾ ಧರಿಸಿ ಬಂದಿದ್ದ ಮಹಿಳೆಯರು ಸಿಲ್ಕ್ ಫ್ಯಾಕ್ಟರಿ ಆವರಣದಲ್ಲಿನ ಮಳಿಗೆಯಿಂದ 2 ರೇಷ್ಮೆ ಸೀರೆಗಳನ್ನು ಕಳವು ಮಾಡಿರುವ ಘಟನೆ ನಡೆದಿದೆ. ಸೀರೆ ಖರೀದಿಸುವ ನೆಪದಲ್ಲಿ ಮಳಿಗೆಗೆ ಬಂದಿದ್ದ ಮಹಿಳೆಯರು ಸಿಬ್ಬಂದಿಯ ಗಮನ ಬೇರೆಡೆ ಸೆಳೆದು ದುಬಾರಿ ಬೆಲೆಯ ಎರಡು ರೇಷ್ಮೆ ಸೀರೆಗಳನ್ನು ಬುರ್ಖಾ ಒಳಗೆ ಅಡಗಿಸಿಕೊಂಡು ಪರಾರಿಯಾಗಿದ್ದಾರೆ. ಮಹಿಳೆಯರ ಕೈಚಳಕ ಮಳಿಗೆಯಲ್ಲಿನ ಸಿಸಿಟಿವಿ ಕ್ಯಾಮರಾದಲ್ಲಿ ಸೆರೆಯಾಗಿದ್ದು, ಈ ಸಂಬಂಧ ಪೊಲೀಸ್ ಠಾಣೆಯಲ್ಲಿ ಪ್ರಕರಣ ದಾಖಲಾಗಿದೆ. ಪೊಲೀಸರು ದೃಶ್ಯಾವಳಿ ಆಧರಿಸಿ ತನಿಖೆ ಕೈಗೊಂಡಿದ್ದಾರೆ. — [520, 1477, 804, 1601]
rain-body: ಮೈಸೂರು,ಜೂ.11(ಎಸ್‌ಪಿಎನ್)–ಭಾನುವಾರ ಮೈಸೂರಲ್ಲಿ 1.5 ಮಿಮೀ ಮಳೆಯಾಗಿದೆ. ಗರಿಷ್ಠ ತಾಪಮಾನ 28.4, ಕನಿಷ್ಠ ತಾಪಮಾನ 20.8 ಡಿಗ್ರಿ ಸೆಲ್ಸಿಯಸ್ ದಾಖಲಾಗಿದೆ. ಕಬಿನಿ ಜಲಾಶಯದ ನೀರಿನ ಮಟ್ಟ 2273.83 ಅಡಿ ಇದ್ದು, ಒಳಹರಿವು 8,478 ಕ್ಯೂಸೆಕ್ ಹಾಗೂ ಹೊರಹರಿವು 323 ಕ್ಯೂಸೆಕ್ ಇದೆ. ಕೆಆರ್‌ಎಸ್ ಜಲಾಶಯದ ನೀರಿನ ಮಟ್ಟ 79.50 ಅಡಿ ಇದ್ದು, ಒಳಹರಿವು 22,937 ಕ್ಯೂಸೆಕ್ ಹಾಗೂ ಹೊರಹರಿವು 4,780 ಕ್ಯೂಸೆಕ್ ಇದೆ. — [818, 1369, 1109, 1462]
child-labour-body: ಮೈಸೂರು, ಜೂ.11– ಜಿಲ್ಲಾಡಳಿತ, ಕಾರ್ಮಿಕ ಇಲಾಖೆ, ಜಿಲ್ಲಾ ಕಾನೂನು ಸೇವೆಗಳ ಪ್ರಾಧಿಕಾರ, ಜಿಲ್ಲಾ ಬಾಲ ಕಾರ್ಮಿಕ ಯೋಜನಾ ಸೊಸೈಟಿ ಹಾಗೂ ಸ್ವಯಂ ಸೇವಾ ಸಂಸ್ಥೆಗಳ ಸಂಯುಕ್ತಾಶ್ರಯದಲ್ಲಿ ವಿಶ್ವ ಬಾಲ ಕಾರ್ಮಿಕ ಪದ್ಧತಿ ವಿರೋಧಿ ದಿನಾಚರಣೆ ಕಾರ್ಯಕ್ರಮವನ್ನು ಜೂ.12ರಂದು ಬೆಳಿಗ್ಗೆ 10 ಗಂಟೆಗೆ ನಗರದ ಜಿಲ್ಲಾ ಪಂಚಾಯತ್ ಸಭಾಂಗಣದಲ್ಲಿ ಆಯೋಜಿಸಲಾಗಿದೆ. ಕಾರ್ಯಕ್ರಮದಲ್ಲಿ ಜನಪ್ರತಿನಿಧಿಗಳು, ಅಧಿಕಾರಿಗಳು ಭಾಗವಹಿಸಲಿದ್ದಾರೆ. ಬಾಲ ಕಾರ್ಮಿಕ ಪದ್ಧತಿ (ನಿಷೇಧ ಮತ್ತು ನಿಯಂತ್ರಣ) ಕಾಯ್ದೆ 1986 ಕುರಿತು ಅರಿವು ಮೂಡಿಸಲಾಗುವುದು. — [1122, 1356, 1517, 1449]
barricade-pedestrian-photo — [1101, 251, 1518, 500]
list-item: ■ ವೃತ್ತಿಯಲ್ಲಿ ಪ್ರಾಮಾಣಿಕತೆ, ಶ್ರದ್ಧೆ ಮತ್ತು ಶಿಸ್ತು ಇರಲಿ. ಮಾಡುವ ಕೆಲಸವನ್ನು ಪ್ರೀತಿಸಿ. ಕೆಲಸದಲ್ಲಿ ತೃಪ್ತಿ ಕಂಡುಕೊಳ್ಳಿ. — [1130, 1758, 1509, 1788]
masthead-rule — [130, 111, 1518, 114]
main-intro: ಮೈಸೂರು, ಜೂ.11(ಪಿಎಂ)– ಸುಗಮ ಸಂಚಾರಕ್ಕೆ ಅನುಕೂಲವಾಗಲೆಂದು ಹಾಗೂ ಅನಾಹುತಕ್ಕೆ ಆಸ್ಪದ ನೀಡ ಬಾರದೆಂದು ಹಾಕಿರುವ ಬ್ಯಾರಿಕೇಡ್‌ಗಳನ್ನೇ ಭೇದಿಸಿ ಸಂದುಗೊಂದುಗಳಲ್ಲಿ ಬಹುಪಾಲು ಪಾದಚಾರಿಗಳು ರಸ್ತೆ ದಾಟುವುದು ಒಂದೆಡೆಯಾದರೆ, ಪಾದಚಾರಿಗಳ ಗುಂಪಿನ ತೀವೃತೆಯಿಂದ ಮುನ್ನುಗ್ಗುವ ವಾಹನ ಸವಾರರು ಮತ್ತೊಂದೆಡೆ. ಈ ಅಂಶವು ಸ್ಪಷ್ಟವಾಗಿ ಮೈಸೂರಿನ ಸಯ್ಯಾಜಿರಾವ್ ರಸ್ತೆಯಲ್ಲಿ ಕೆಆರ್ ವೃತ್ತದಿಂದ ಆಯುರ್ವೇದ ಕಾಲೇಜು ವೃತ್ತದವರೆಗೆ ಸಾಮಾನ್ಯ ನೋಟವಾಗಿದೆ. ಇಲ್ಲಿ ರಸ್ತೆ ವಿಭಜಕಕ್ಕೆ ಹೊಂದಿಕೊಂಡಂತೆ ಬ್ಯಾರಿಕೇಡ್‌ಗಳನ್ನು ಒಂದಕ್ಕೊಂದು ಸೇರಿಸಿ ಇಟ್ಟಿದ್ದು ಮಾರ್ಗ ಸುಗಮ ಸಂಚಾರ ವ್ಯವಸ್ಥೆ ಮಾಡಲಾಗಿದೆ. ಸಂಚಾರ ಪೊಲೀಸರು ಬ್ಯಾರಿಕೇಡ್‌ಗಳನ್ನು ಅಳವಡಿಸಿ ಕೆಲ ಕಡೆ ಮಾತ್ರ ಪಾದಚಾರಿಗಳು ರಸ್ತೆ ದಾಟಲು ಅವಕಾಶ ಕಲ್ಪಿಸಿದ್ದಾರೆ. — [520, 251, 713, 485]
child-labour-headline-2: ಪದ್ಧತಿ ವಿರೋಧಿ ದಿನಾಚರಣೆ — [1224, 1321, 1415, 1345]
divider — [1120, 1278, 1518, 1279]
happy-life-list — [1130, 1615, 1509, 2096]
youth-writers-headline-2: ಪ್ರೋತ್ಸಾಹ ಧನಕ್ಕೆ ಅರ್ಜಿ ಆಹ್ವಾನ — [1206, 796, 1433, 822]
page-label: ಪುಟ — [130, 74, 167, 107]
registration-dots-right — [1417, 2211, 1528, 2224]
shoe-polish-caption: ಜೆಡಿಎಸ್–ಕಾಂಗ್ರೆಸ್ ಸಮ್ಮಿಶ್ರ ಸರ್ಕಾರದಲ್ಲಿ ದಿನೇಶ್ ಗುಂಡೂರಾವ್ ಅವರಿಗೆ ಸಚಿವ ಸ್ಥಾನ ನೀಡಲು ಆಗ್ರಹಿಸಿ ಮೈಸೂರಿನಲ್ಲಿ ಗುಂಡೂರಾವ್ ಅಭಿಮಾನಿ ಬಳಗದ ವತಿಯಿಂದ ಸಾರ್ವಜನಿಕರಿಗೆ ಶೂ ಪಾಲಿಶ್ ಮಾಡುವ ಮೂಲಕ ಅಣಕು ಪ್ರದರ್ಶನ ನಡೆಯಿತು. — [128, 491, 506, 531]
section-rule — [518, 1283, 1111, 1285]
eye-camp-headline: ಉಚಿತ ಕಣ್ಣಿನ ತಪಾಸಣಾ ಶಿಬಿರ — [230, 1648, 404, 1668]
stroke-camp-headline-2: ತಪಾಸಣಾ, ಸಲಹಾ ಶಿಬಿರ — [230, 2046, 404, 2070]
burkha-headline-3: ರೇಷ್ಮೆ ಸೀರೆ ಕಳವು — [573, 1381, 751, 1418]
rain-headline-2: 1.5 ಮಿಮೀ ಮಳೆ — [883, 1327, 1044, 1357]
